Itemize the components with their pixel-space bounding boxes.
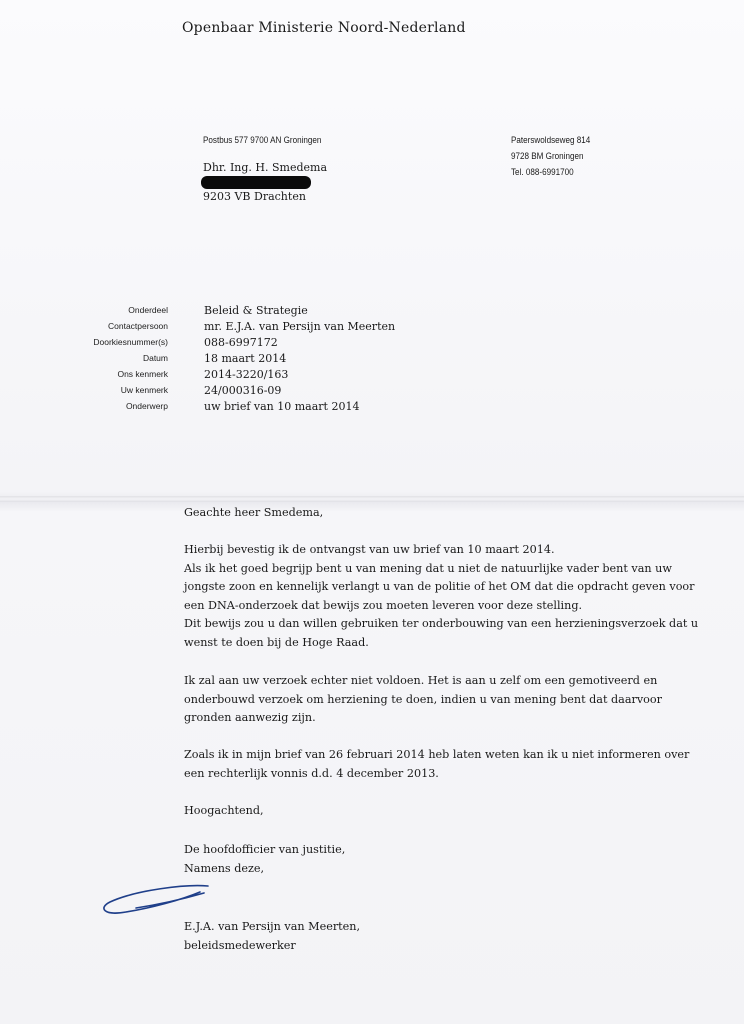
meta-row xyxy=(60,302,395,318)
meta-value: mr. E.J.A. van Persijn van Meerten xyxy=(204,319,396,333)
text-line: Ik zal aan uw verzoek echter niet voldoen. Het is aan u zelf om een gemotiveerd en xyxy=(184,674,658,687)
redaction-bar xyxy=(201,176,311,189)
return-address: Postbus 577 9700 AN Groningen xyxy=(203,135,322,145)
visiting-city: 9728 BM Groningen xyxy=(511,151,584,161)
paper-fold xyxy=(0,496,744,502)
meta-value: Beleid & Strategie xyxy=(204,303,308,317)
visiting-street: Paterswoldseweg 814 xyxy=(511,135,591,145)
meta-label: Uw kenmerk xyxy=(120,385,168,395)
visiting-address xyxy=(511,132,590,180)
text-line: gronden aanwezig zijn. xyxy=(184,711,316,725)
signatory-title: beleidsmedewerker xyxy=(184,938,296,952)
salutation: Geachte heer Smedema, xyxy=(184,506,324,519)
text-line: onderbouwd verzoek om herziening te doen, indien u van mening bent dat daarvoor xyxy=(184,692,662,706)
text-line: Zoals ik in mijn brief van 26 februari 2014 heb laten weten kan ik u niet informeren over xyxy=(184,748,690,761)
meta-value: 18 maart 2014 xyxy=(204,351,287,365)
sender-line: Namens deze, xyxy=(184,861,265,875)
meta-value: 088-6997172 xyxy=(204,335,278,349)
meta-label: Ons kenmerk xyxy=(117,369,168,379)
closing: Hoogachtend, xyxy=(184,804,264,817)
paragraph-2 xyxy=(184,672,674,728)
meta-label: Onderwerp xyxy=(125,401,168,411)
text-line: Hierbij bevestig ik de ontvangst van uw brief van 10 maart 2014. xyxy=(184,543,555,556)
text-line: een rechterlijk vonnis d.d. 4 december 2013. xyxy=(184,766,439,780)
visiting-phone: Tel. 088-6991700 xyxy=(511,167,574,177)
meta-row xyxy=(60,334,395,350)
text-line: wenst te doen bij de Hoge Raad. xyxy=(184,635,369,649)
meta-row xyxy=(60,366,395,382)
sender-line: De hoofdofficier van justitie, xyxy=(184,843,346,856)
sender-block xyxy=(184,841,674,878)
meta-row xyxy=(60,318,395,334)
meta-value: uw brief van 10 maart 2014 xyxy=(204,399,360,413)
signatory-block xyxy=(184,918,674,955)
meta-value: 2014-3220/163 xyxy=(204,367,289,381)
text-line: Dit bewijs zou u dan willen gebruiken ter onderbouwing van een herzieningsverzoek dat u xyxy=(184,617,699,631)
paragraph-3 xyxy=(184,746,690,783)
meta-row xyxy=(60,382,395,398)
text-line: een DNA-onderzoek dat bewijs zou moeten leveren voor deze stelling. xyxy=(184,598,583,612)
meta-label: Doorkiesnummer(s) xyxy=(93,337,168,347)
reference-block xyxy=(60,302,395,414)
signature-icon xyxy=(96,878,216,920)
recipient-postal-city: 9203 VB Drachten xyxy=(203,190,306,203)
meta-row xyxy=(60,350,395,366)
recipient-name: Dhr. Ing. H. Smedema xyxy=(203,161,328,174)
paragraph-1 xyxy=(184,541,699,653)
meta-value: 24/000316-09 xyxy=(204,383,282,397)
meta-label: Datum xyxy=(142,353,168,363)
meta-row xyxy=(60,398,395,414)
meta-label: Contactpersoon xyxy=(107,321,168,331)
signatory-name: E.J.A. van Persijn van Meerten, xyxy=(184,920,361,933)
meta-label: Onderdeel xyxy=(128,305,168,315)
organisation-name: Openbaar Ministerie Noord-Nederland xyxy=(182,20,466,36)
text-line: Als ik het goed begrijp bent u van mening dat u niet de natuurlijke vader bent van uw xyxy=(184,561,672,575)
text-line: jongste zoon en kennelijk verlangt u van de politie of het OM dat die opdracht geven voor xyxy=(184,580,695,594)
recipient-address xyxy=(203,161,327,204)
